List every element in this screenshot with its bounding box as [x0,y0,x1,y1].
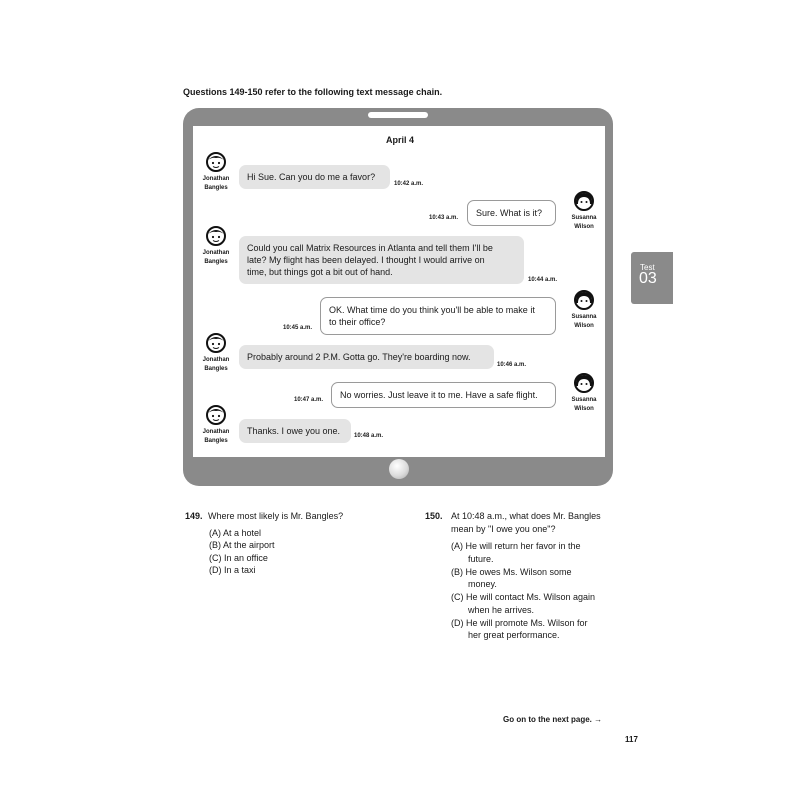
test-section-tab [631,252,673,304]
sender-name-line2: Bangles [204,438,228,444]
sender-name-line2: Bangles [204,185,228,191]
avatar-susanna [559,191,609,231]
sender-name-line2: Bangles [204,366,228,372]
man-avatar-icon [206,405,226,427]
question-stem: 149. Where most likely is Mr. Bangles? [185,511,344,521]
message-bubble: OK. What time do you think you'll be able to make it to their office? [320,297,556,335]
message-time: 10:42 a.m. [394,181,424,187]
message-time: 10:43 a.m. [429,215,459,221]
option-d[interactable]: (D) He will promote Ms. Wilson for her great performance. [451,617,588,640]
woman-avatar-icon [574,373,594,395]
question-149 [185,510,385,577]
option-c[interactable]: (C) He will contact Ms. Wilson again when he arrives. [451,592,596,615]
sender-name-line1: Jonathan [202,176,230,182]
message-time: 10:44 a.m. [528,277,558,283]
question-stem: 150. At 10:48 a.m., what does Mr. Bangles mean by "I owe you one"? [425,511,601,534]
man-avatar-icon [206,152,226,174]
avatar-jonathan [191,333,241,373]
options-list [451,540,625,642]
avatar-susanna [559,290,609,330]
man-avatar-icon [206,333,226,355]
option-a[interactable]: (A) He will return her favor in the future. [451,541,581,564]
woman-avatar-icon [574,191,594,213]
sender-name-line2: Wilson [574,224,594,230]
man-avatar-icon [206,226,226,248]
home-button [389,459,409,479]
sender-name-line1: Susanna [571,314,597,320]
option-b[interactable]: (B) He owes Ms. Wilson some money. [451,566,572,589]
sender-name-line1: Jonathan [202,429,230,435]
tab-label: Test [640,263,655,272]
page-number: 117 [625,735,638,744]
message-bubble: Could you call Matrix Resources in Atlanta and tell them I'll be late? My flight has been delayed. I thought I would arrive on time, but things got a bit out of hand. [239,236,524,284]
message-bubble: Thanks. I owe you one. [239,419,351,443]
next-page-note: Go on to the next page. → [503,715,603,724]
chat-date: April 4 [385,135,414,145]
woman-avatar-icon [574,290,594,312]
message-time: 10:46 a.m. [497,362,527,368]
avatar-jonathan [191,405,241,445]
option-c[interactable]: (C) In an office [209,552,268,563]
sender-name-line1: Jonathan [202,357,230,363]
option-d[interactable]: (D) In a taxi [209,565,256,575]
question-number: 149. [185,511,203,521]
tablet-speaker [368,112,428,118]
options-list [209,527,385,577]
sender-name-line2: Bangles [204,259,228,265]
message-bubble: No worries. Just leave it to me. Have a safe flight. [331,382,556,408]
message-time: 10:47 a.m. [294,397,324,403]
option-a[interactable]: (A) At a hotel [209,527,262,538]
sender-name-line2: Wilson [574,323,594,329]
message-time: 10:48 a.m. [354,433,384,439]
sender-name-line1: Susanna [571,215,597,221]
avatar-susanna [559,373,609,413]
sender-name-line2: Wilson [574,406,594,412]
tab-number: 03 [639,270,657,287]
avatar-jonathan [191,226,241,266]
question-150 [425,510,625,642]
message-bubble: Probably around 2 P.M. Gotta go. They're boarding now. [239,345,494,369]
message-bubble: Hi Sue. Can you do me a favor? [239,165,390,189]
sender-name-line1: Jonathan [202,250,230,256]
message-time: 10:45 a.m. [283,325,313,331]
avatar-jonathan [191,152,241,192]
sender-name-line1: Susanna [571,397,597,403]
questions-heading: Questions 149-150 refer to the following text message chain. [183,87,443,97]
option-b[interactable]: (B) At the airport [209,540,275,550]
question-number: 150. [425,511,443,521]
message-bubble: Sure. What is it? [467,200,556,226]
